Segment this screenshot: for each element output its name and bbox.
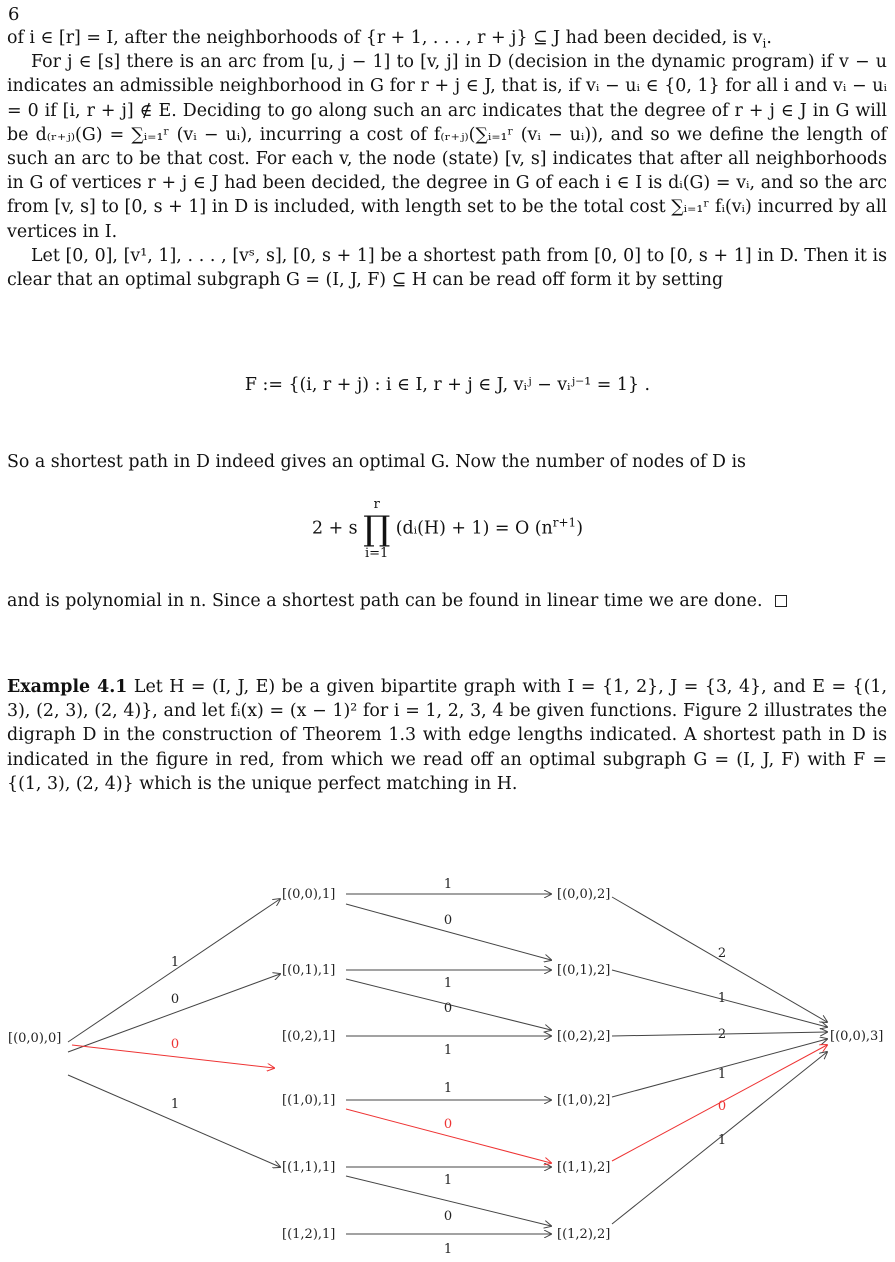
node-l2-12: [(1,2),2]	[557, 1227, 611, 1242]
label-e-11: 0	[717, 1099, 727, 1114]
node-l1-10: [(1,0),1]	[282, 1093, 336, 1108]
node-l1-00: [(0,0),1]	[282, 887, 336, 902]
label-d-10-11: 0	[443, 1117, 453, 1132]
node-end: [(0,0),3]	[830, 1029, 884, 1044]
edge-start-11	[68, 1075, 280, 1167]
node-l2-00: [(0,0),2]	[557, 887, 611, 902]
label-s-01: 0	[170, 992, 180, 1007]
product-operator: r ∏ i=1	[363, 497, 391, 561]
qed-icon	[775, 595, 787, 607]
node-l2-02: [(0,2),2]	[557, 1029, 611, 1044]
example-title: Example 4.1	[7, 677, 128, 697]
node-l1-12: [(1,2),1]	[282, 1227, 336, 1242]
example-body: Let H = (I, J, E) be a given bipartite graph with I = {1, 2}, J = {3, 4}, and E = {(1, 3), (2, 3), (2, 4)}, and let fᵢ(x) = (x − 1)² for i = 1, 2, 3, 4 be given functions. Figure 2 illustrates the digraph D in the construction of Theorem 1.3 with edge lengths indicated. A shortest path in D is indicated in the figure in red, from which we read off an optimal subgraph G = (I, J, F) with F = {(1, 3), (2, 4)} which is the unique perfect matching in H.	[7, 677, 887, 794]
label-h-10: 1	[443, 1081, 453, 1096]
node-l1-11: [(1,1),1]	[282, 1160, 336, 1175]
label-d-01-02: 0	[443, 1001, 453, 1016]
label-h-11: 1	[443, 1173, 453, 1188]
paragraph-4: So a shortest path in D indeed gives an optimal G. Now the number of nodes of D is	[7, 452, 746, 472]
node-l2-11: [(1,1),2]	[557, 1160, 611, 1175]
node-l1-02: [(0,2),1]	[282, 1029, 336, 1044]
example-4-1	[7, 675, 887, 796]
label-e-02: 2	[717, 1027, 727, 1042]
node-l1-01: [(0,1),1]	[282, 963, 336, 978]
paragraph-2: For j ∈ [s] there is an arc from [u, j − 1] to [v, j] in D (decision in the dynamic program) if v − u indicates an admissible neighborhood in G for r + j ∈ J, that is, if vᵢ − uᵢ ∈ {0, 1} for all i and vᵢ − uᵢ = 0 if [i, r + j] ∉ E. Deciding to go along such an arc indicates that the degree of r + j ∈ J in G will be d₍ᵣ₊ⱼ₎(G) = ∑ᵢ₌₁ʳ (vᵢ − uᵢ), incurring a cost of f₍ᵣ₊ⱼ₎(∑ᵢ₌₁ʳ (vᵢ − uᵢ)), and so we define the length of such an arc to be that cost. For each v, the node (state) [v, s] indicates that after all neighborhoods in G of vertices r + j ∈ J had been decided, the degree in G of each i ∈ I is dᵢ(G) = vᵢ, and so the arc from [v, s] to [0, s + 1] in D is included, with length set to be the total cost ∑ᵢ₌₁ʳ fᵢ(vᵢ) incurred by all vertices in I.	[7, 52, 887, 242]
label-e-10: 1	[717, 1067, 727, 1082]
paragraph-5: and is polynomial in n. Since a shortest path can be found in linear time we are done.	[7, 589, 887, 613]
body-text	[7, 26, 887, 292]
label-s-00: 1	[170, 955, 180, 970]
label-h-12: 1	[443, 1242, 453, 1257]
label-h-02: 1	[443, 1043, 453, 1058]
edge-start-00	[68, 899, 280, 1042]
figure-digraph-d	[0, 842, 895, 1262]
equation-nodes: 2 + s r ∏ i=1 (dᵢ(H) + 1) = O $(n^{r+1})$	[311, 497, 583, 561]
label-s-11: 1	[170, 1097, 180, 1112]
node-l2-10: [(1,0),2]	[557, 1093, 611, 1108]
label-s-10: 0	[170, 1037, 180, 1052]
paragraph-3: Let [0, 0], [v¹, 1], . . . , [vˢ, s], [0, s + 1] be a shortest path from [0, 0] to [0, s + 1] in D. Then it is clear that an optimal subgraph G = (I, J, F) ⊆ H can be read off form it by setting	[7, 245, 887, 291]
label-d-11-12: 0	[443, 1209, 453, 1224]
label-e-01: 1	[717, 991, 727, 1006]
paragraph-1: of i ∈ [r] = I, after the neighborhoods of {r + 1, . . . , r + j} ⊆ J had been decided, is $v_i$.	[7, 28, 772, 51]
label-h-01: 1	[443, 976, 453, 991]
node-l2-01: [(0,1),2]	[557, 963, 611, 978]
page-number: 6	[8, 4, 20, 25]
label-d-00-01: 0	[443, 913, 453, 928]
equation-f: F := {(i, r + j) : i ∈ I, r + j ∈ J, vᵢʲ − vᵢʲ⁻¹ = 1} .	[244, 375, 651, 395]
label-h-00: 1	[443, 877, 453, 892]
node-start: [(0,0),0]	[8, 1031, 62, 1046]
label-e-12: 1	[717, 1133, 727, 1148]
label-e-00: 2	[717, 946, 727, 961]
